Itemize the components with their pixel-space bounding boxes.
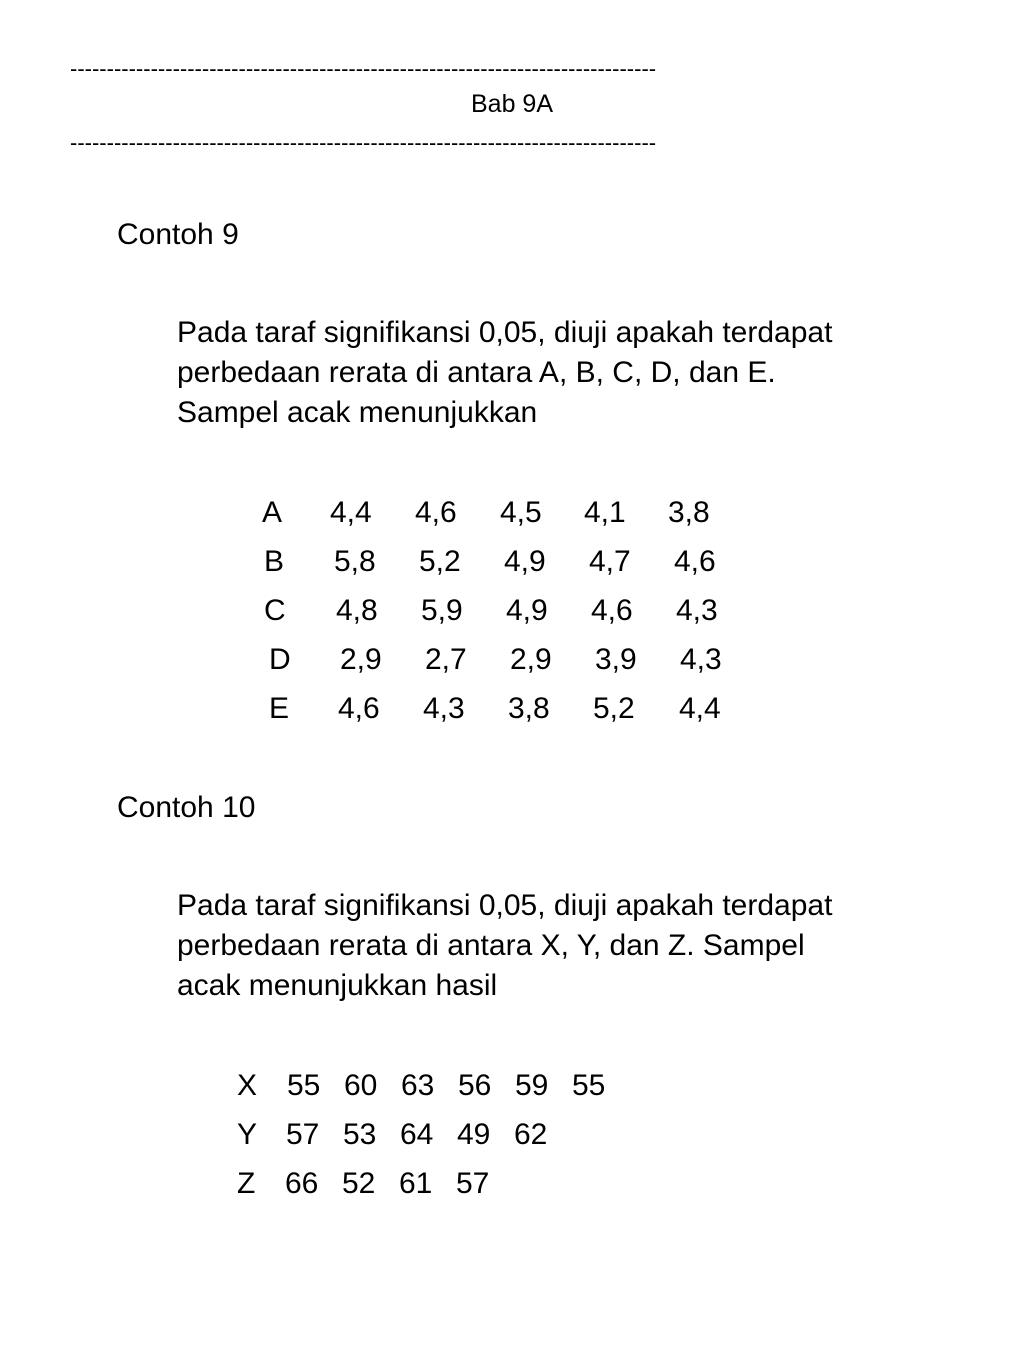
data-value: 3,8 bbox=[668, 496, 710, 529]
data-value: 4,4 bbox=[679, 692, 721, 725]
data-value: 4,3 bbox=[680, 643, 722, 676]
paragraph-line: Sampel acak menunjukkan bbox=[177, 396, 538, 429]
data-value: 4,7 bbox=[589, 545, 631, 578]
data-value: 2,7 bbox=[425, 643, 467, 676]
data-value: 64 bbox=[400, 1118, 434, 1151]
paragraph-line: perbedaan rerata di antara X, Y, dan Z. Sampel bbox=[177, 929, 805, 962]
data-value: 56 bbox=[458, 1069, 492, 1102]
paragraph-line: Pada taraf signifikansi 0,05, diuji apakah terdapat bbox=[177, 889, 833, 922]
data-value: 4,6 bbox=[338, 692, 380, 725]
data-value: 4,9 bbox=[504, 545, 546, 578]
data-value: 4,4 bbox=[330, 496, 372, 529]
data-value: 49 bbox=[457, 1118, 491, 1151]
paragraph-line: perbedaan rerata di antara A, B, C, D, dan E. bbox=[177, 356, 776, 389]
data-row-c bbox=[264, 596, 718, 626]
data-value: 4,3 bbox=[676, 594, 718, 627]
header-rule-bottom: -------------------------------------------------------------------------------- bbox=[70, 130, 657, 155]
data-value: 52 bbox=[342, 1167, 376, 1200]
row-label: Y bbox=[237, 1118, 258, 1151]
header-rule-top: -------------------------------------------------------------------------------- bbox=[70, 56, 657, 81]
data-value: 4,6 bbox=[674, 545, 716, 578]
example-10-heading: Contoh 10 bbox=[117, 791, 256, 824]
data-value: 63 bbox=[401, 1069, 435, 1102]
data-value: 2,9 bbox=[510, 643, 552, 676]
data-value: 4,8 bbox=[336, 594, 378, 627]
row-label: C bbox=[264, 594, 286, 627]
data-row-e bbox=[269, 694, 721, 724]
data-value: 4,5 bbox=[500, 496, 542, 529]
page-title: Bab 9A bbox=[470, 90, 553, 118]
data-value: 4,6 bbox=[591, 594, 633, 627]
data-row-x bbox=[237, 1071, 605, 1101]
data-value: 3,8 bbox=[508, 692, 550, 725]
data-value: 55 bbox=[572, 1069, 606, 1102]
data-value: 4,9 bbox=[506, 594, 548, 627]
data-value: 59 bbox=[515, 1069, 549, 1102]
data-row-b bbox=[264, 547, 716, 577]
data-value: 5,8 bbox=[334, 545, 376, 578]
row-label: A bbox=[262, 496, 283, 529]
data-value: 60 bbox=[344, 1069, 378, 1102]
row-label: X bbox=[237, 1069, 258, 1102]
data-value: 5,2 bbox=[593, 692, 635, 725]
data-value: 53 bbox=[343, 1118, 377, 1151]
data-row-z bbox=[237, 1169, 489, 1199]
data-value: 5,2 bbox=[419, 545, 461, 578]
data-value: 4,6 bbox=[415, 496, 457, 529]
data-row-a bbox=[262, 498, 710, 528]
example-10-paragraph bbox=[177, 886, 967, 1006]
data-value: 61 bbox=[399, 1167, 433, 1200]
data-value: 4,3 bbox=[423, 692, 465, 725]
data-value: 57 bbox=[456, 1167, 490, 1200]
data-value: 62 bbox=[514, 1118, 548, 1151]
row-label: D bbox=[269, 643, 291, 676]
paragraph-line: Pada taraf signifikansi 0,05, diuji apakah terdapat bbox=[177, 316, 833, 349]
data-value: 2,9 bbox=[340, 643, 382, 676]
data-value: 57 bbox=[286, 1118, 320, 1151]
data-value: 66 bbox=[285, 1167, 319, 1200]
data-value: 55 bbox=[287, 1069, 321, 1102]
paragraph-line: acak menunjukkan hasil bbox=[177, 969, 498, 1002]
data-value: 4,1 bbox=[584, 496, 626, 529]
example-9-paragraph bbox=[177, 313, 967, 433]
row-label: Z bbox=[237, 1167, 256, 1200]
data-value: 5,9 bbox=[421, 594, 463, 627]
data-row-y bbox=[237, 1120, 547, 1150]
example-9-heading: Contoh 9 bbox=[117, 218, 239, 251]
row-label: E bbox=[269, 692, 290, 725]
data-value: 3,9 bbox=[595, 643, 637, 676]
row-label: B bbox=[264, 545, 285, 578]
data-row-d bbox=[269, 645, 722, 675]
